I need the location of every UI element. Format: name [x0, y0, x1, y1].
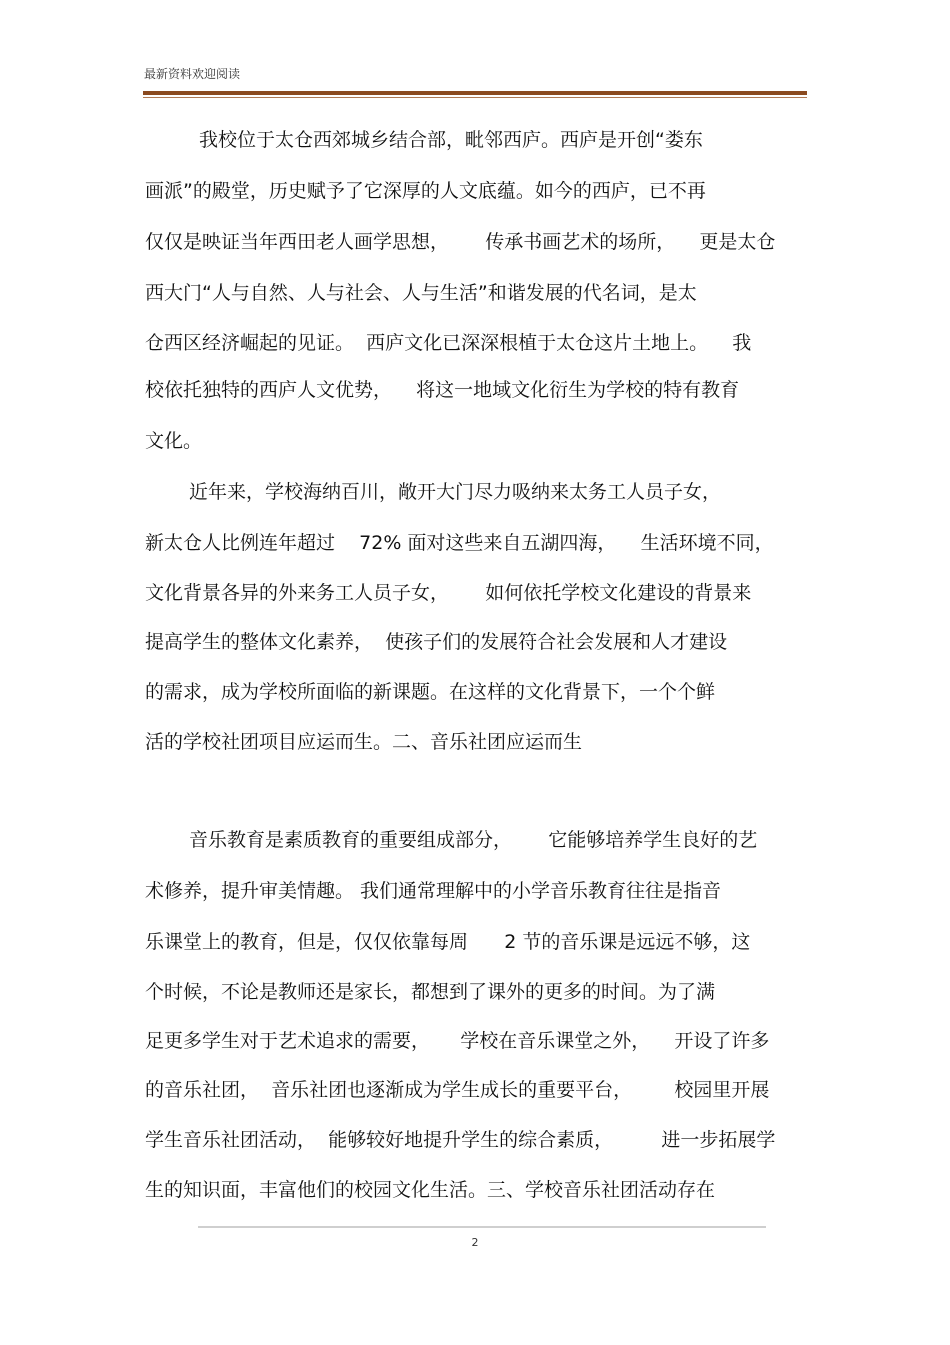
header-rule	[143, 91, 807, 95]
text-line: 足更多学生对于艺术追求的需要， 学校在音乐课堂之外， 开设了许多	[145, 1030, 770, 1052]
text-line: 术修养，提升审美情趣。 我们通常理解中的小学音乐教育往往是指音	[145, 880, 722, 902]
text-line: 近年来，学校海纳百川，敞开大门尽力吸纳来太务工人员子女，	[189, 481, 722, 503]
text-line: 文化。	[145, 430, 203, 452]
page-number: 2	[471, 1236, 479, 1249]
footer-rule	[198, 1226, 766, 1228]
text-line: 画派”的殿堂，历史赋予了它深厚的人文底蕴。如今的西庐，已不再	[145, 180, 706, 202]
text-line: 音乐教育是素质教育的重要组成部分， 它能够培养学生良好的艺	[189, 829, 758, 851]
text-line: 生的知识面，丰富他们的校园文化生活。三、学校音乐社团活动存在	[145, 1179, 716, 1201]
text-line: 学生音乐社团活动， 能够较好地提升学生的综合素质， 进一步拓展学	[145, 1129, 776, 1151]
text-line: 新太仓人比例连年超过 72% 面对这些来自五湖四海， 生活环境不同，	[145, 532, 774, 554]
text-line: 个时候，不论是教师还是家长，都想到了课外的更多的时间。为了满	[145, 981, 716, 1003]
text-line: 西大门“人与自然、人与社会、人与生活”和谐发展的代名词，是太	[145, 282, 697, 304]
text-line: 我校位于太仓西郊城乡结合部，毗邻西庐。西庐是开创“娄东	[199, 129, 703, 151]
text-line: 文化背景各异的外来务工人员子女， 如何依托学校文化建设的背景来	[145, 582, 752, 604]
header-text: 最新资料欢迎阅读	[144, 67, 241, 81]
text-line: 乐课堂上的教育，但是，仅仅依靠每周 2 节的音乐课是远远不够，这	[145, 931, 751, 953]
text-line: 仓西区经济崛起的见证。 西庐文化已深深根植于太仓这片土地上。 我	[145, 332, 752, 354]
text-line: 仅仅是映证当年西田老人画学思想， 传承书画艺术的场所， 更是太仓	[145, 231, 776, 253]
text-line: 的音乐社团， 音乐社团也逐渐成为学生成长的重要平台， 校园里开展	[145, 1079, 770, 1101]
header-rule-thin	[143, 97, 807, 98]
text-line: 校依托独特的西庐人文优势， 将这一地域文化衍生为学校的特有教育	[145, 379, 740, 401]
text-line: 的需求，成为学校所面临的新课题。在这样的文化背景下，一个个鲜	[145, 681, 716, 703]
text-line: 提高学生的整体文化素养， 使孩子们的发展符合社会发展和人才建设	[145, 631, 728, 653]
text-line: 活的学校社团项目应运而生。二、音乐社团应运而生	[145, 731, 583, 753]
